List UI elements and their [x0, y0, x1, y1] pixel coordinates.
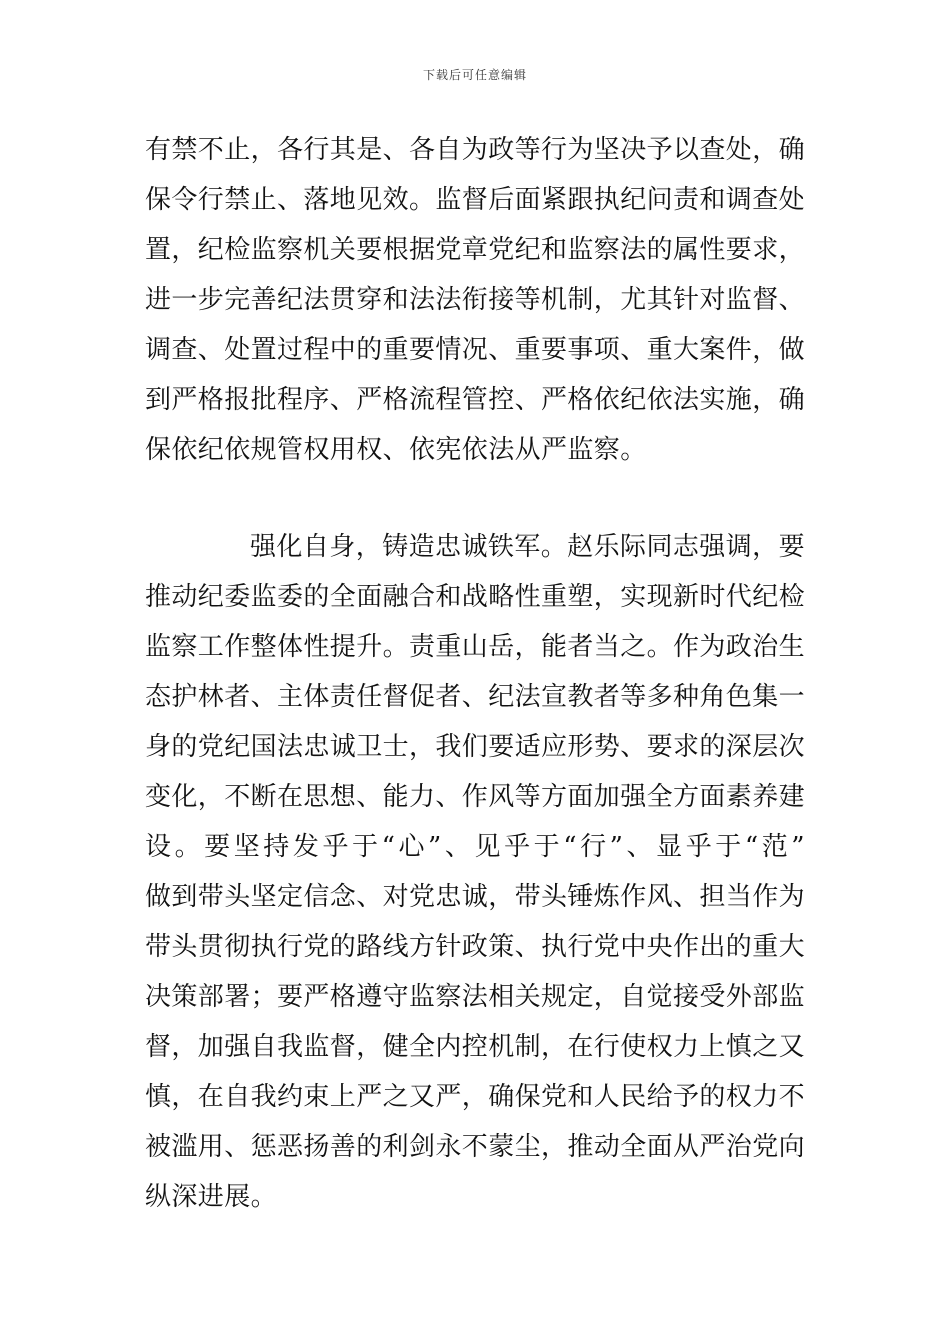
text-line: 推动纪委监委的全面融合和战略性重塑，实现新时代纪检 — [145, 582, 806, 612]
text-line: 被滥用、惩恶扬善的利剑永不蒙尘，推动全面从严治党向 — [145, 1132, 806, 1162]
text-line: 决策部署；要严格遵守监察法相关规定，自觉接受外部监 — [145, 982, 806, 1012]
text-line: 保依纪依规管权用权、依宪依法从严监察。 — [145, 435, 647, 465]
text-line: 纵深进展。 — [145, 1182, 278, 1212]
text-line: 慎，在自我约束上严之又严，确保党和人民给予的权力不 — [145, 1082, 806, 1112]
text-line: 监察工作整体性提升。责重山岳，能者当之。作为政治生 — [145, 632, 806, 662]
text-line: 变化，不断在思想、能力、作风等方面加强全方面素养建 — [145, 782, 806, 812]
text-line: 置，纪检监察机关要根据党章党纪和监察法的属性要求， — [145, 235, 806, 265]
text-line: 设。要坚持发乎于“心”、见乎于“行”、显乎于“范” — [145, 832, 805, 862]
text-line: 进一步完善纪法贯穿和法法衔接等机制，尤其针对监督、 — [145, 285, 806, 315]
text-line: 态护林者、主体责任督促者、纪法宣教者等多种角色集一 — [145, 682, 806, 712]
text-line: 带头贯彻执行党的路线方针政策、执行党中央作出的重大 — [145, 932, 806, 962]
paragraph-1 — [145, 125, 805, 475]
text-line: 强化自身，铸造忠诚铁军。赵乐际同志强调，要 — [250, 532, 805, 562]
text-line: 做到带头坚定信念、对党忠诚，带头锤炼作风、担当作为 — [145, 882, 806, 912]
text-line: 保令行禁止、落地见效。监督后面紧跟执纪问责和调查处 — [145, 185, 806, 215]
page-header: 下载后可任意编辑 — [422, 68, 527, 82]
text-line: 身的党纪国法忠诚卫士，我们要适应形势、要求的深层次 — [145, 732, 806, 762]
text-line: 督，加强自我监督，健全内控机制，在行使权力上慎之又 — [145, 1032, 806, 1062]
paragraph-2 — [145, 522, 805, 1222]
text-line: 有禁不止，各行其是、各自为政等行为坚决予以查处，确 — [145, 135, 806, 165]
text-line: 到严格报批程序、严格流程管控、严格依纪依法实施，确 — [145, 385, 806, 415]
text-line: 调查、处置过程中的重要情况、重要事项、重大案件，做 — [145, 335, 806, 365]
